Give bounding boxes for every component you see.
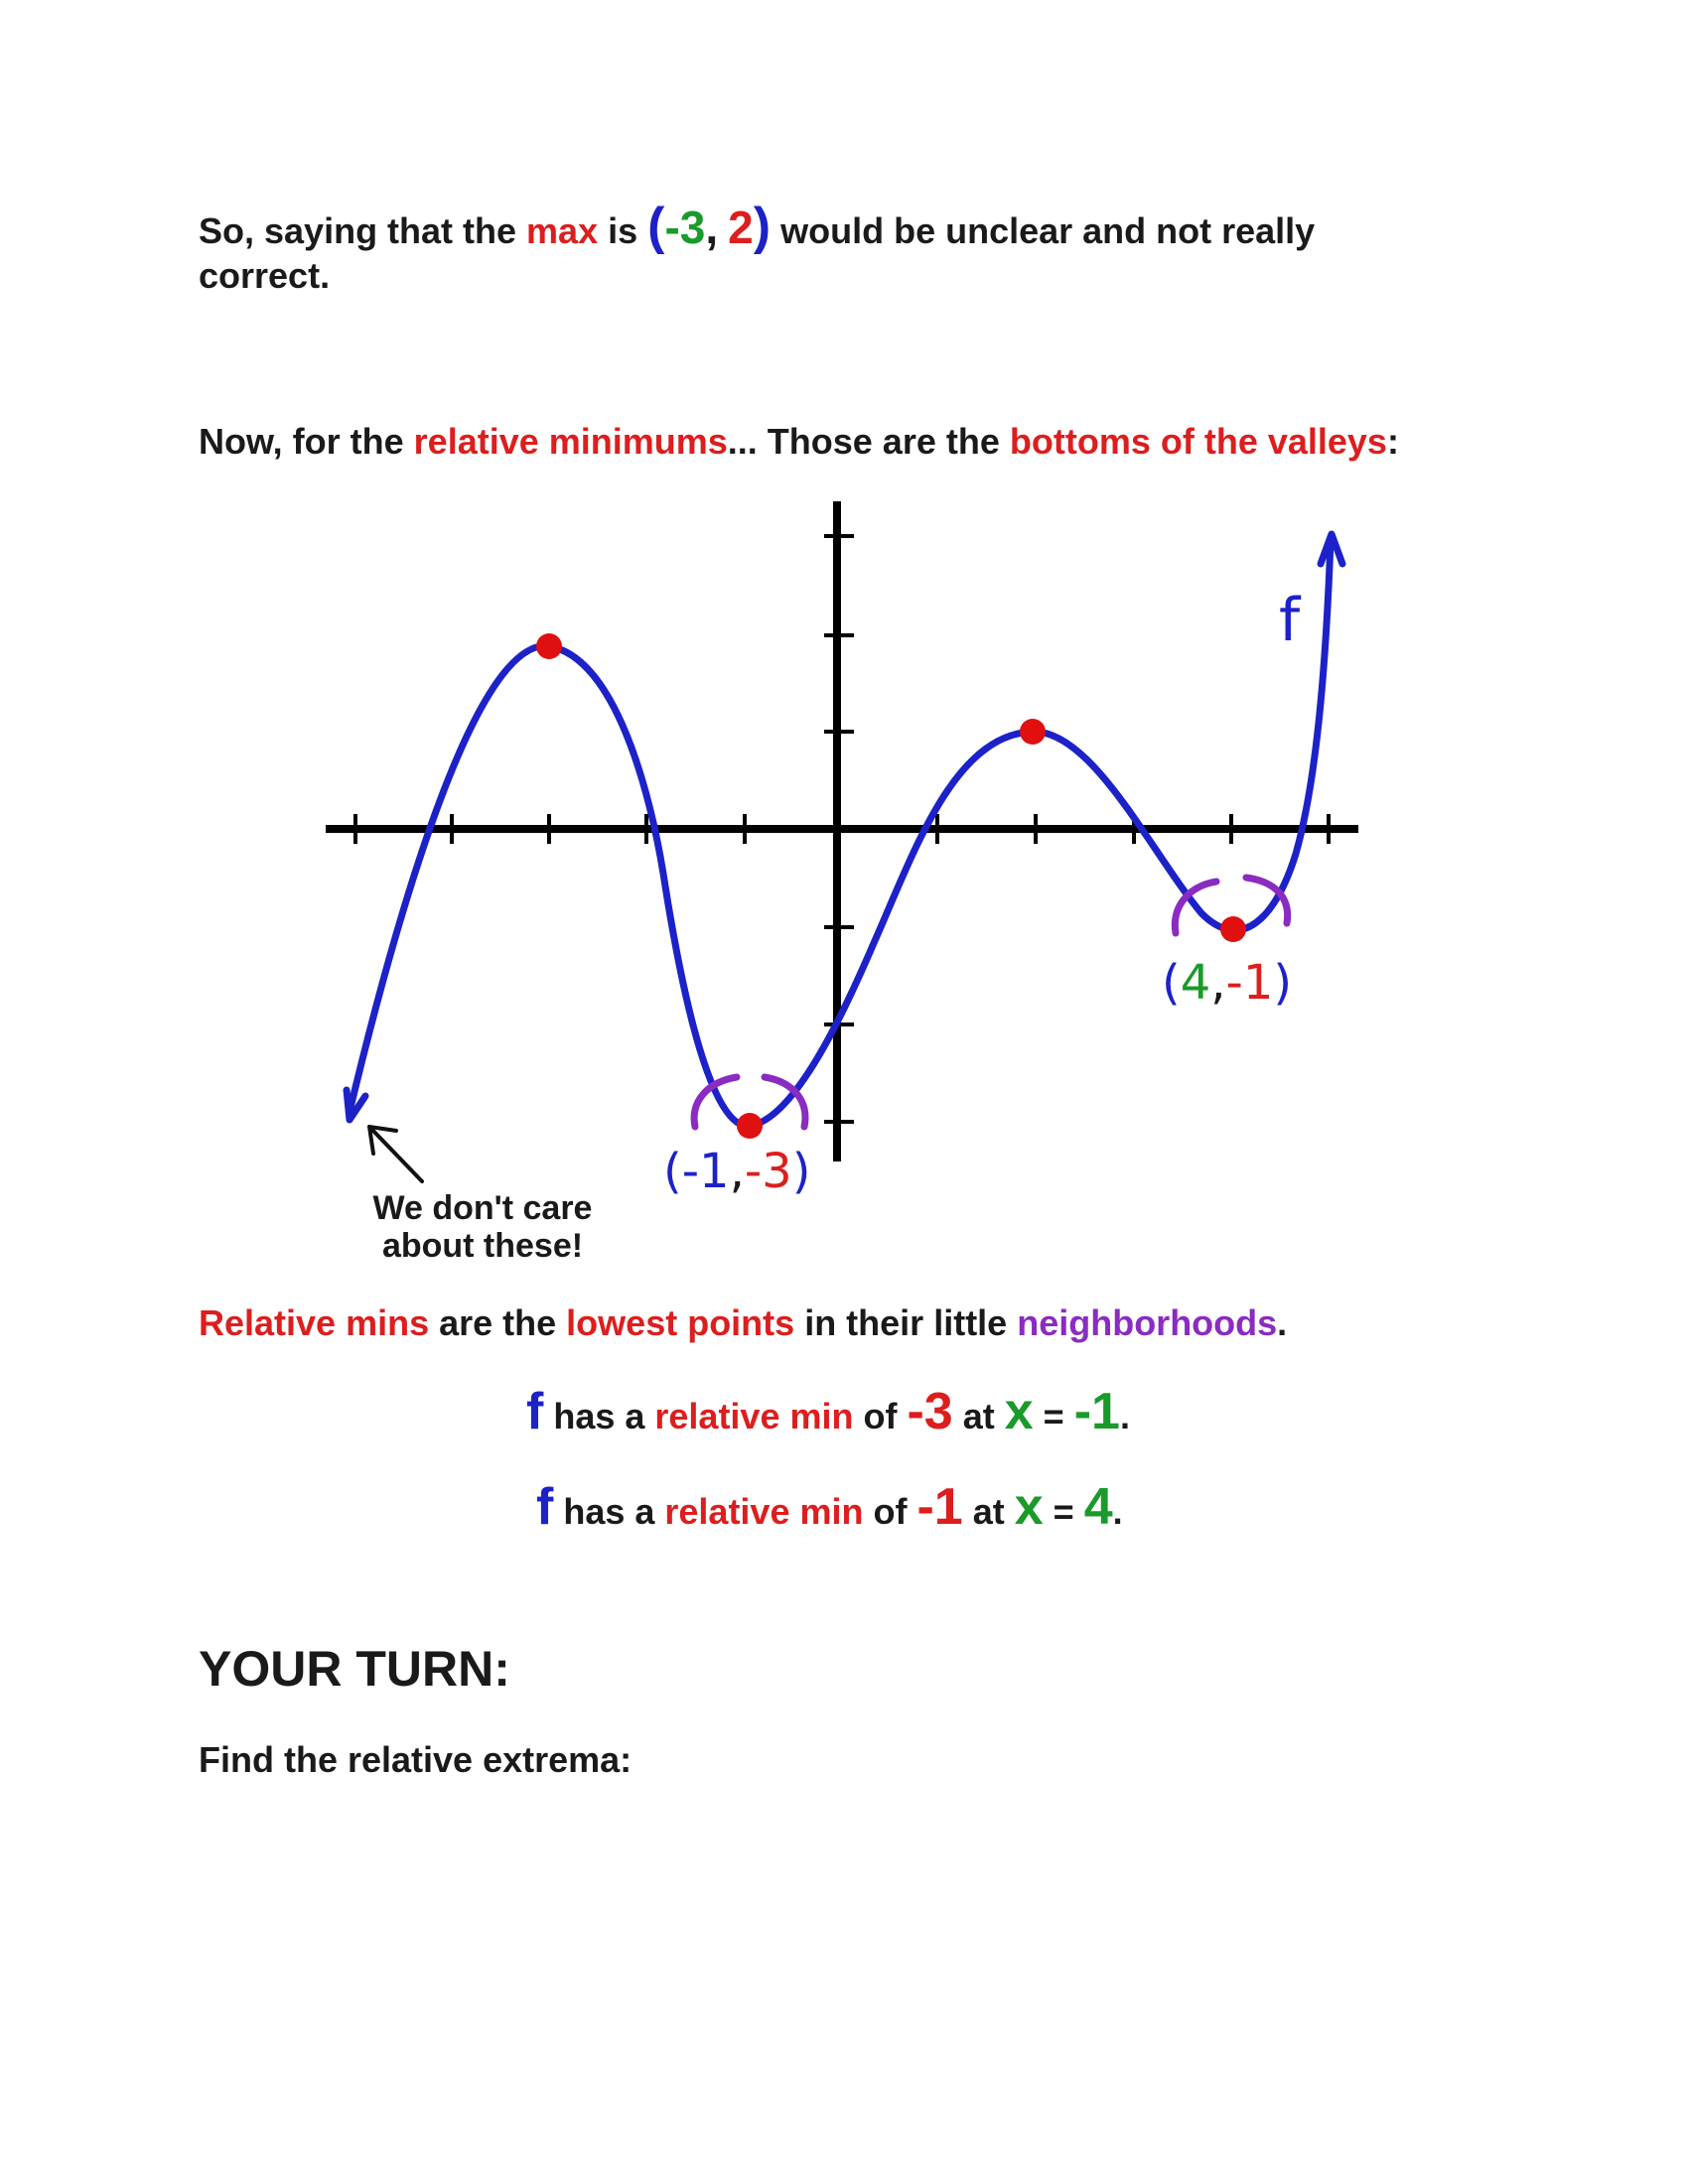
max-term: max [526, 210, 599, 251]
find-relative-extrema-prompt: Find the relative extrema: [199, 1739, 633, 1780]
paragraph-relative-mins-definition: Relative mins are the lowest points in their little neighborhoods. [199, 1302, 1288, 1343]
relative-min-point-1 [737, 1113, 763, 1139]
paragraph-max-line1: So, saying that the max is (-3, 2) would be unclear and not really [199, 198, 1316, 255]
min2-coordinate-label: (4,-1) [1162, 955, 1293, 1011]
your-turn-heading: YOUR TURN: [199, 1641, 510, 1697]
paragraph-max-line2: correct. [199, 255, 331, 296]
statement-min-1: f has a relative min of -3 at x = -1. [526, 1383, 1130, 1440]
relative-min-point-2 [1220, 916, 1246, 942]
note-line-1: We don't care [372, 1189, 593, 1227]
paragraph-relative-minimums: Now, for the relative minimums... Those are the bottoms of the valleys: [199, 421, 1399, 462]
curve-label: f [1279, 586, 1301, 655]
statement-min-2: f has a relative min of -1 at x = 4. [536, 1478, 1123, 1536]
max-y-value: 2 [728, 202, 754, 253]
max-x-value: -3 [664, 202, 706, 253]
pointer-arrow-icon [369, 1127, 422, 1181]
note-line-2: about these! [381, 1227, 584, 1265]
relative-max-point-2 [1020, 719, 1046, 745]
min1-coordinate-label: (-1,-3) [663, 1144, 811, 1199]
relative-max-point-1 [536, 633, 562, 659]
